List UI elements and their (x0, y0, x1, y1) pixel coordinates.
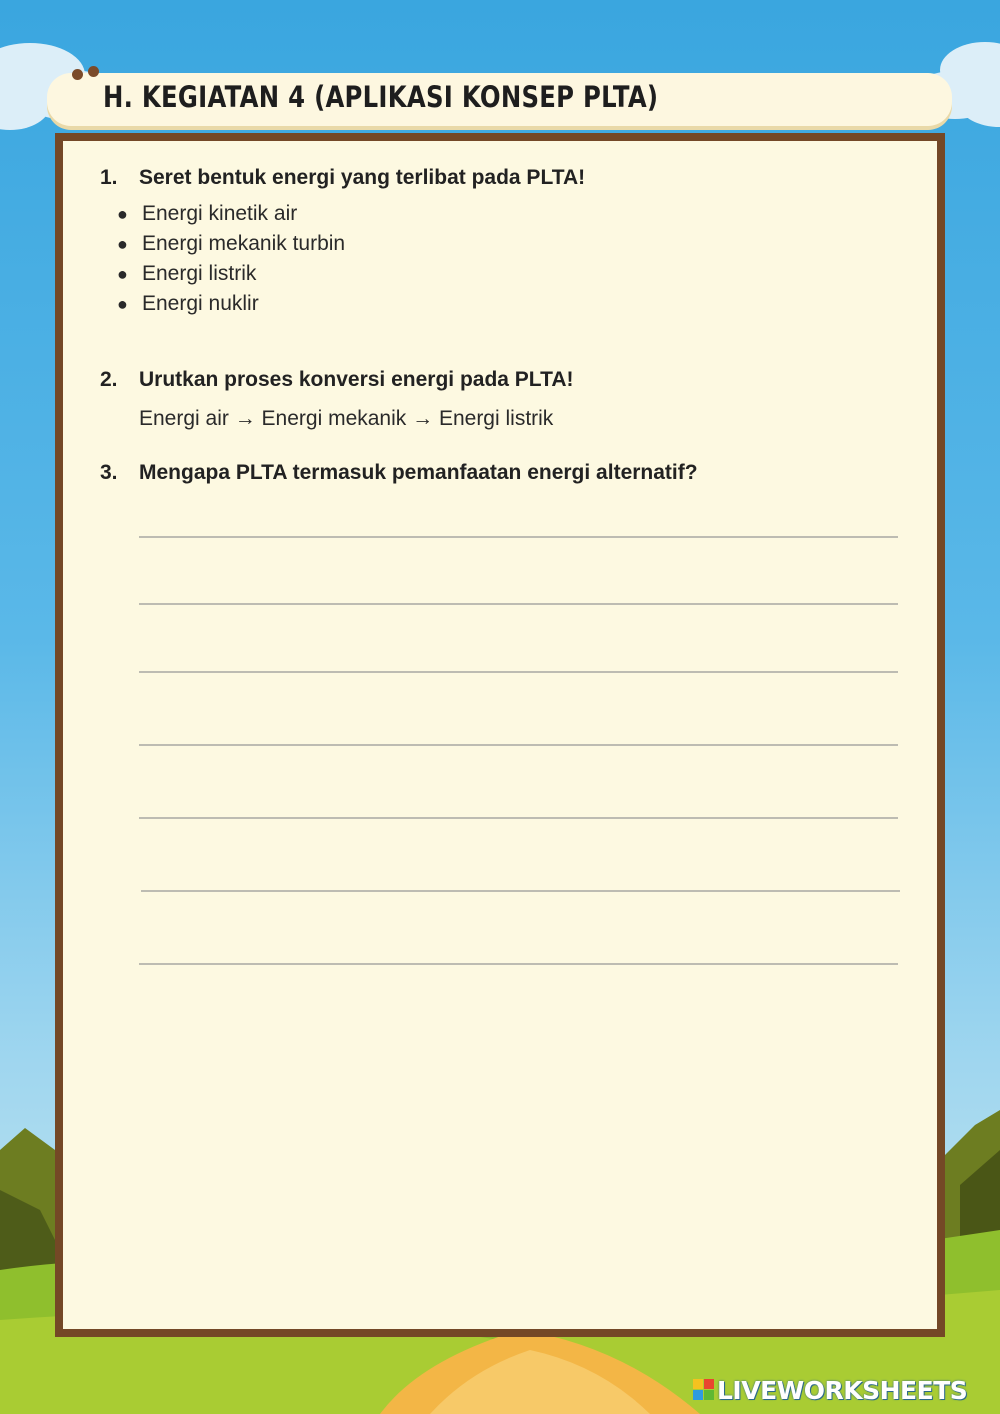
page-title: H. KEGIATAN 4 (APLIKASI KONSEP PLTA) (103, 80, 659, 114)
brand-name: LIVEWORKSHEETS (717, 1375, 968, 1405)
draggable-option[interactable] (117, 229, 345, 259)
option-label: Energi mekanik turbin (142, 232, 346, 255)
question-3-number: 3. (100, 461, 118, 484)
question-2-number: 2. (100, 368, 118, 391)
question-2-text: Urutkan proses konversi energi pada PLTA! (139, 368, 574, 391)
bullet-icon: ● (117, 294, 128, 314)
option-label: Energi nuklir (142, 292, 259, 315)
conversion-sequence-answer[interactable]: Energi air → Energi mekanik → Energi listrik (139, 407, 554, 430)
draggable-option[interactable] (117, 259, 345, 289)
answer-writing-line[interactable] (139, 817, 898, 819)
answer-writing-line[interactable] (139, 671, 898, 673)
answer-writing-line[interactable] (139, 536, 898, 538)
bullet-icon: ● (117, 234, 128, 254)
option-label: Energi kinetik air (142, 202, 298, 225)
draggable-option[interactable] (117, 199, 345, 229)
option-label: Energi listrik (142, 262, 257, 285)
energy-options-list (117, 199, 345, 319)
question-3-text: Mengapa PLTA termasuk pemanfaatan energi alternatif? (139, 461, 698, 484)
bullet-icon: ● (117, 264, 128, 284)
question-1-number: 1. (100, 166, 118, 189)
question-2 (100, 368, 574, 392)
liveworksheets-logo-icon (693, 1379, 715, 1401)
question-1 (100, 166, 585, 190)
question-1-text: Seret bentuk energi yang terlibat pada PLTA! (139, 166, 586, 189)
bullet-icon: ● (117, 204, 128, 224)
question-3 (100, 461, 698, 485)
answer-writing-line[interactable] (139, 744, 898, 746)
liveworksheets-brand (693, 1375, 967, 1405)
answer-writing-line[interactable] (139, 963, 898, 965)
answer-writing-line[interactable] (141, 890, 900, 892)
draggable-option[interactable] (117, 289, 345, 319)
answer-writing-line[interactable] (139, 603, 898, 605)
